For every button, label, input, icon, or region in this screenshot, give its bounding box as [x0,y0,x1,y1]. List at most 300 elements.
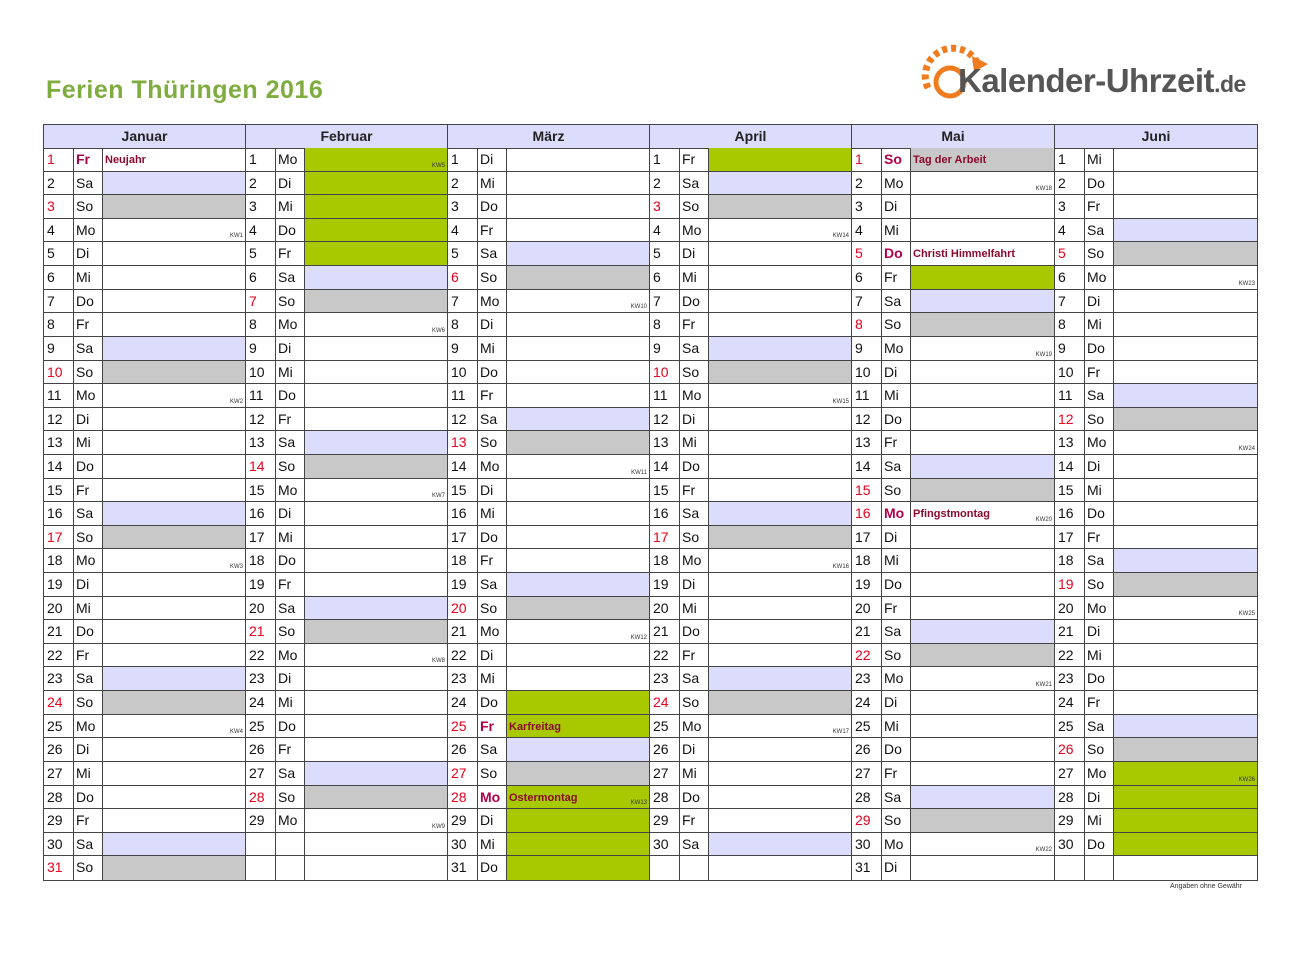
weekday: Do [74,290,103,313]
event-cell [709,337,851,360]
day-row [246,738,447,762]
day-row [448,809,649,833]
day-row [246,148,447,172]
day-row [1055,361,1257,385]
day-row [1055,526,1257,550]
brand-logo [920,42,1250,112]
day-number: 19 [650,573,680,596]
weekday: So [1085,738,1114,761]
day-row [44,337,245,361]
day-number: 16 [1055,502,1085,525]
weekday: Do [680,455,709,478]
weekday: Di [1085,620,1114,643]
event-cell [305,786,447,809]
day-number: 2 [852,172,882,195]
day-number: 9 [650,337,680,360]
day-number: 15 [650,479,680,502]
day-row [448,479,649,503]
day-row [1055,644,1257,668]
day-number: 27 [44,762,74,785]
weekday: Do [882,573,911,596]
day-number: 9 [1055,337,1085,360]
day-row [852,762,1054,786]
weekday: Mo [1085,597,1114,620]
weekday: Fr [680,313,709,336]
day-row [1055,313,1257,337]
day-row [246,833,447,857]
day-row [650,384,851,408]
day-row [1055,786,1257,810]
day-row [1055,620,1257,644]
day-number: 2 [1055,172,1085,195]
day-number: 14 [448,455,478,478]
weekday: Mi [276,526,305,549]
day-row [852,408,1054,432]
weekday: Do [276,219,305,242]
weekday: Mi [1085,809,1114,832]
day-row [44,290,245,314]
day-number: 28 [246,786,276,809]
event-cell [911,408,1054,431]
weekday: Sa [74,667,103,690]
day-row [650,833,851,857]
weekday: Di [478,479,507,502]
day-number: 8 [44,313,74,336]
day-number: 11 [852,384,882,407]
event-cell [911,313,1054,336]
day-row [1055,762,1257,786]
day-row [246,195,447,219]
logo-tld-text: .de [1214,71,1246,97]
event-cell [507,219,649,242]
event-cell [305,644,447,667]
event-cell [103,526,245,549]
day-row [1055,502,1257,526]
week-number: KW6 [431,327,445,334]
page-title: Ferien Thüringen 2016 [46,76,324,104]
day-number: 18 [44,549,74,572]
day-row [852,738,1054,762]
day-row [852,219,1054,243]
weekday: Do [276,715,305,738]
event-cell [709,762,851,785]
event-cell [305,809,447,832]
day-number: 20 [650,597,680,620]
weekday: Fr [1085,195,1114,218]
day-row [448,573,649,597]
weekday: Di [1085,786,1114,809]
day-row [448,691,649,715]
weekday: Mo [680,715,709,738]
weekday: Sa [1085,549,1114,572]
event-cell [103,833,245,856]
event-cell [305,172,447,195]
day-number: 30 [1055,833,1085,856]
weekday: Sa [680,337,709,360]
day-row [852,431,1054,455]
month-header: März [448,125,649,149]
weekday: Mo [680,219,709,242]
event-cell [1114,856,1257,880]
event-cell [1114,455,1257,478]
weekday: Mo [882,667,911,690]
day-row [448,219,649,243]
day-row [852,597,1054,621]
day-row [44,266,245,290]
day-number: 31 [852,856,882,880]
event-cell [911,526,1054,549]
event-cell [709,172,851,195]
week-number: KW18 [1035,186,1052,193]
day-number: 10 [852,361,882,384]
event-cell [507,431,649,454]
weekday: Mo [1085,266,1114,289]
day-row [448,620,649,644]
day-row [852,549,1054,573]
day-number: 8 [246,313,276,336]
event-cell [305,242,447,265]
event-cell [507,384,649,407]
weekday: Do [74,455,103,478]
day-number: 2 [650,172,680,195]
day-number: 21 [650,620,680,643]
event-cell [709,148,851,171]
day-number: 28 [650,786,680,809]
day-number: 6 [448,266,478,289]
day-number: 28 [852,786,882,809]
day-number: 26 [1055,738,1085,761]
day-number [246,833,276,856]
day-number: 15 [246,479,276,502]
week-number: KW13 [630,800,647,807]
day-number: 7 [448,290,478,313]
day-number: 29 [852,809,882,832]
weekday: Di [882,195,911,218]
event-cell [103,667,245,690]
weekday: Mo [74,219,103,242]
day-row [246,266,447,290]
weekday: Di [680,573,709,596]
weekday: Fr [478,219,507,242]
weekday: Fr [882,762,911,785]
event-cell [709,431,851,454]
day-row [650,597,851,621]
day-number: 17 [44,526,74,549]
day-number: 21 [1055,620,1085,643]
weekday: Di [680,408,709,431]
event-cell [305,313,447,336]
day-number: 2 [246,172,276,195]
weekday: So [276,786,305,809]
event-cell [103,148,245,171]
event-cell [1114,738,1257,761]
weekday: Fr [276,738,305,761]
week-number: KW8 [431,658,445,665]
weekday: Mi [1085,644,1114,667]
day-number: 26 [852,738,882,761]
event-cell [507,195,649,218]
day-number: 22 [852,644,882,667]
day-number: 13 [448,431,478,454]
week-number: KW23 [1238,280,1255,287]
day-number: 18 [852,549,882,572]
event-cell [709,313,851,336]
day-number: 18 [448,549,478,572]
day-row [448,526,649,550]
day-row [650,573,851,597]
day-row [1055,455,1257,479]
event-cell [305,290,447,313]
day-row [650,266,851,290]
day-row [650,502,851,526]
event-cell [103,431,245,454]
event-cell [911,786,1054,809]
day-number: 5 [1055,242,1085,265]
weekday: Fr [680,479,709,502]
weekday: Fr [680,809,709,832]
weekday: Di [1085,290,1114,313]
event-cell [103,738,245,761]
event-cell [103,573,245,596]
event-cell [1114,290,1257,313]
day-number: 22 [246,644,276,667]
weekday: Sa [478,408,507,431]
day-number: 1 [448,148,478,171]
day-row [246,337,447,361]
weekday: Do [1085,502,1114,525]
event-cell [1114,667,1257,690]
event-cell [103,549,245,572]
weekday: Sa [680,667,709,690]
event-cell [911,833,1054,856]
day-number: 29 [448,809,478,832]
event-cell [507,479,649,502]
weekday: Do [882,242,911,265]
weekday: So [74,195,103,218]
event-cell [709,384,851,407]
day-number: 11 [448,384,478,407]
day-row [852,856,1054,880]
day-number: 20 [246,597,276,620]
day-row [246,856,447,880]
event-cell [507,809,649,832]
event-cell [507,242,649,265]
weekday: Di [1085,455,1114,478]
day-number: 2 [448,172,478,195]
weekday: Do [478,691,507,714]
week-number: KW16 [832,564,849,571]
event-cell [911,361,1054,384]
event-cell [709,290,851,313]
event-cell [1114,408,1257,431]
weekday: So [276,290,305,313]
weekday: So [478,266,507,289]
weekday: Mi [276,361,305,384]
event-cell [507,667,649,690]
day-number: 13 [246,431,276,454]
event-cell [507,856,649,880]
day-number: 6 [1055,266,1085,289]
day-row [448,667,649,691]
day-row [246,786,447,810]
day-number: 4 [1055,219,1085,242]
day-number: 19 [44,573,74,596]
day-row [852,361,1054,385]
day-row [1055,408,1257,432]
day-number: 28 [44,786,74,809]
week-number: KW9 [431,823,445,830]
day-number: 11 [246,384,276,407]
day-number: 3 [246,195,276,218]
weekday: Mi [882,549,911,572]
day-number: 25 [44,715,74,738]
event-cell [103,384,245,407]
day-number: 16 [448,502,478,525]
month-column-5 [1055,125,1257,880]
day-row [852,266,1054,290]
day-number: 4 [650,219,680,242]
day-number: 6 [246,266,276,289]
day-number: 20 [852,597,882,620]
day-row [246,573,447,597]
day-row [852,384,1054,408]
weekday: Mi [478,833,507,856]
event-cell [1114,644,1257,667]
weekday: So [882,809,911,832]
month-header: Juni [1055,125,1257,149]
day-row [246,502,447,526]
day-row [852,573,1054,597]
weekday: Fr [1085,691,1114,714]
day-number: 25 [650,715,680,738]
day-row [650,691,851,715]
event-cell [305,337,447,360]
weekday: Di [478,644,507,667]
day-number: 21 [448,620,478,643]
day-row [1055,337,1257,361]
event-cell [911,290,1054,313]
weekday: Mo [276,644,305,667]
weekday: Di [478,809,507,832]
day-row [44,242,245,266]
day-number: 30 [650,833,680,856]
weekday: Mi [1085,313,1114,336]
day-number: 23 [852,667,882,690]
day-row [246,526,447,550]
week-number: KW10 [630,304,647,311]
event-cell [709,195,851,218]
day-number: 16 [650,502,680,525]
day-number: 12 [448,408,478,431]
weekday: Fr [882,266,911,289]
weekday: Mo [276,148,305,171]
month-header: Januar [44,125,245,149]
event-cell [507,502,649,525]
day-number: 28 [1055,786,1085,809]
day-number: 6 [852,266,882,289]
day-number: 25 [246,715,276,738]
day-row [44,786,245,810]
day-number: 23 [44,667,74,690]
weekday: Mo [882,833,911,856]
week-number: KW1 [229,233,243,240]
day-number: 23 [246,667,276,690]
event-cell [911,573,1054,596]
day-row [448,715,649,739]
day-number: 29 [650,809,680,832]
day-row [1055,597,1257,621]
day-number: 17 [246,526,276,549]
weekday: Fr [680,644,709,667]
week-number: KW26 [1238,776,1255,783]
event-cell [305,715,447,738]
event-cell [305,408,447,431]
day-row [44,455,245,479]
event-cell [911,431,1054,454]
day-row [246,667,447,691]
day-number: 5 [448,242,478,265]
day-row [44,361,245,385]
day-number: 21 [44,620,74,643]
event-cell [305,597,447,620]
day-number: 13 [650,431,680,454]
day-number: 7 [1055,290,1085,313]
day-number: 25 [852,715,882,738]
event-cell [911,667,1054,690]
event-cell [507,408,649,431]
day-row [44,408,245,432]
event-cell [911,691,1054,714]
day-row [44,313,245,337]
weekday: Sa [1085,715,1114,738]
weekday: Mi [882,384,911,407]
day-row [246,219,447,243]
week-number: KW5 [431,162,445,169]
event-cell [911,738,1054,761]
day-number: 3 [448,195,478,218]
event-cell [103,479,245,502]
weekday [1085,856,1114,880]
event-cell [507,597,649,620]
event-cell [911,195,1054,218]
event-cell [305,479,447,502]
day-row [246,644,447,668]
event-cell [911,762,1054,785]
day-number: 10 [246,361,276,384]
day-number: 22 [44,644,74,667]
day-row [650,313,851,337]
day-number: 1 [852,148,882,171]
day-number: 9 [448,337,478,360]
weekday: Do [74,786,103,809]
day-number: 1 [1055,148,1085,171]
day-row [246,715,447,739]
month-header: April [650,125,851,149]
day-number: 21 [246,620,276,643]
day-row [44,620,245,644]
day-number: 17 [1055,526,1085,549]
day-number: 5 [44,242,74,265]
day-number: 17 [852,526,882,549]
day-number: 27 [1055,762,1085,785]
event-cell [305,526,447,549]
day-number: 23 [650,667,680,690]
day-number: 29 [1055,809,1085,832]
day-row [1055,172,1257,196]
day-row [650,738,851,762]
day-row [448,361,649,385]
day-row [1055,809,1257,833]
